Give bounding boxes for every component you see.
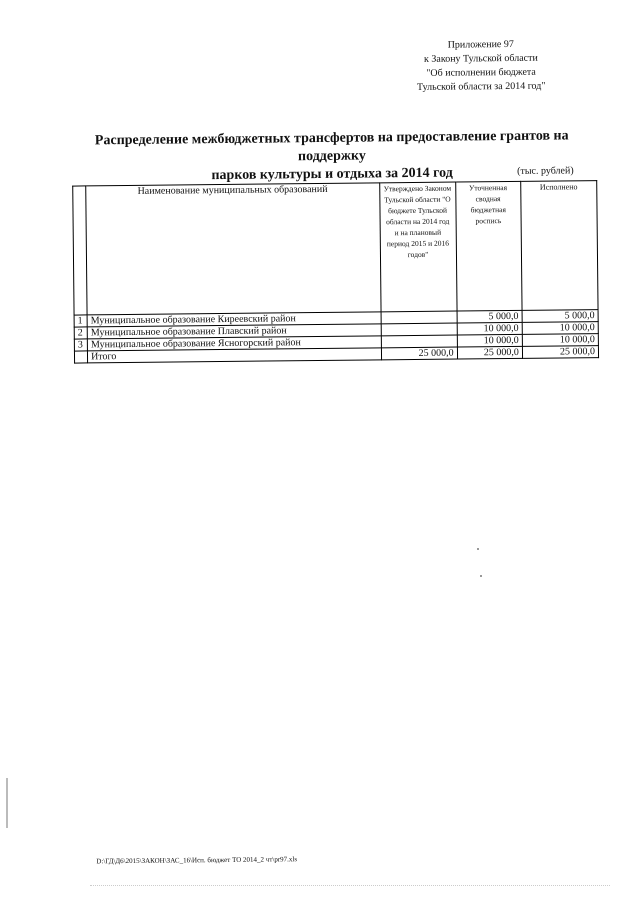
transfers-table xyxy=(72,180,599,363)
total-label: Итого xyxy=(87,348,381,363)
scan-edge-mark xyxy=(6,778,8,828)
row-name: Муниципальное образование Плавский район xyxy=(87,324,381,339)
header-number xyxy=(73,186,87,315)
total-approved: 25 000,0 xyxy=(381,347,457,360)
row-number: 1 xyxy=(74,315,87,327)
row-refined: 10 000,0 xyxy=(457,334,522,347)
row-executed: 10 000,0 xyxy=(522,322,598,335)
total-executed: 25 000,0 xyxy=(522,346,598,359)
header-refined: Уточненная сводная бюджетная роспись xyxy=(455,181,522,311)
appendix-line-1: Приложение 97 xyxy=(447,38,514,51)
row-refined: 10 000,0 xyxy=(457,322,522,335)
total-refined: 25 000,0 xyxy=(457,346,522,359)
scan-speck xyxy=(477,548,479,550)
title-line-2: парков культуры и отдыха за 2014 год xyxy=(211,165,453,184)
row-executed: 10 000,0 xyxy=(522,334,598,347)
row-approved xyxy=(381,323,457,336)
file-path-footer: D:\ГД\Д6\2015\ЗАКОН\ЗАС_16\Исп. бюджет ТО 2014_2 чт\pr97.xls xyxy=(96,855,298,866)
scan-speck xyxy=(480,575,482,577)
appendix-header xyxy=(396,37,567,95)
units-label: (тыс. рублей) xyxy=(517,165,574,177)
total-number xyxy=(74,351,87,363)
row-name: Муниципальное образование Ясногорский район xyxy=(87,336,381,351)
header-name: Наименование муниципальных образований xyxy=(86,183,381,315)
row-number: 2 xyxy=(74,327,87,339)
appendix-line-4: Тульской области за 2014 год" xyxy=(416,80,546,93)
appendix-line-3: "Об исполнении бюджета xyxy=(426,66,536,79)
appendix-line-2: к Закону Тульской области xyxy=(423,52,538,65)
row-number: 3 xyxy=(74,339,87,351)
scan-bottom-dots xyxy=(90,885,610,886)
row-approved xyxy=(381,311,457,324)
title-line-1: Распределение межбюджетных трансфертов на предоставление грантов на поддержку xyxy=(94,128,569,165)
row-executed: 5 000,0 xyxy=(522,310,598,323)
header-approved: Утверждено Законом Тульской области "О бюджете Тульской области на 2014 год и на плановый период 2015 и 2016 годов" xyxy=(379,182,456,312)
row-approved xyxy=(381,335,457,348)
row-refined: 5 000,0 xyxy=(457,310,522,323)
row-name: Муниципальное образование Киреевский район xyxy=(87,312,381,327)
header-executed: Исполнено xyxy=(521,181,598,311)
document-title xyxy=(67,127,598,187)
table-header-row xyxy=(73,181,598,315)
